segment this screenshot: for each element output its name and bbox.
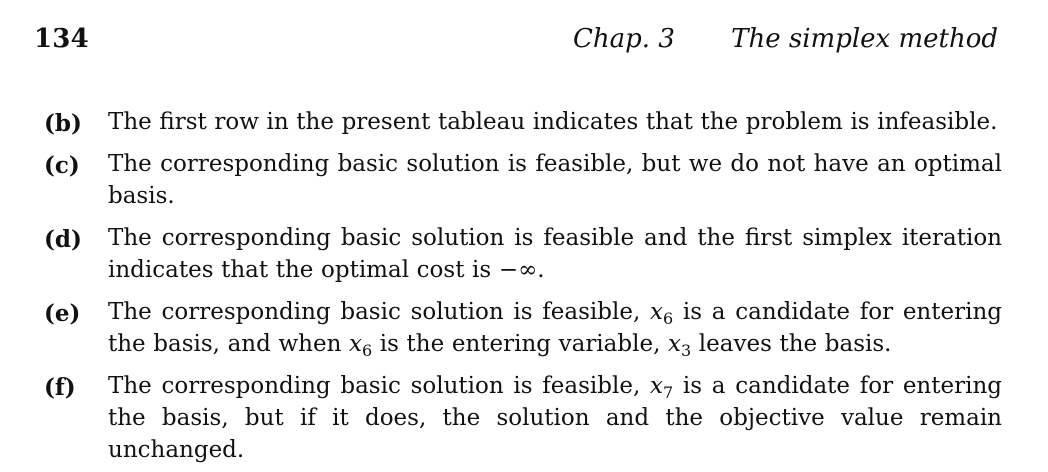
math-variable-subscript: 7 [662,383,674,402]
exercise-option-item [44,222,1002,286]
exercise-option-label: (f) [44,374,76,401]
math-variable [668,331,692,360]
math-variable-base: x [668,331,681,357]
running-head [573,24,998,54]
exercise-options-list [44,106,1002,466]
math-variable-base: x [650,373,663,399]
exercise-option-text [108,296,1002,360]
option-text-segment: leaves the basis. [691,331,892,357]
exercise-option-label: (b) [44,110,82,137]
exercise-option-text [108,106,1002,138]
exercise-option-item [44,296,1002,360]
option-text-segment: The corresponding basic solution is feasible and the first simplex iteration indicates that the optimal cost is −∞. [108,225,1002,283]
exercise-option-text [108,222,1002,286]
option-text-segment: The corresponding basic solution is feasible, but we do not have an optimal basis. [108,151,1002,209]
page-header [34,24,998,60]
math-variable [349,331,373,360]
option-text-segment: The corresponding basic solution is feasible, [108,373,650,399]
exercise-option-text [108,148,1002,212]
math-variable-subscript: 6 [361,341,373,360]
math-variable-base: x [349,331,362,357]
chapter-label: Chap. 3 [573,24,675,54]
math-variable-base: x [650,299,663,325]
option-text-segment: is a candidate for entering the basis, but if it does, the solution and the objective value remain unchanged. [108,373,1002,463]
exercise-option-label: (d) [44,226,82,253]
option-text-segment: The corresponding basic solution is feasible, [108,299,650,325]
exercise-option-item [44,106,1002,138]
math-variable-subscript: 3 [680,341,692,360]
option-text-segment: The first row in the present tableau indicates that the problem is infeasible. [108,109,998,135]
math-variable-subscript: 6 [662,309,674,328]
option-text-segment: is a candidate for entering the basis, and when [108,299,1002,357]
exercise-option-label: (e) [44,300,81,327]
exercise-option-item [44,148,1002,212]
chapter-title: The simplex method [731,24,998,54]
exercise-option-text [108,370,1002,466]
exercise-option-item [44,370,1002,466]
math-variable [650,299,674,328]
page-number: 134 [34,24,89,54]
exercise-option-label: (c) [44,152,80,179]
option-text-segment: is the entering variable, [372,331,668,357]
math-variable [650,373,674,402]
